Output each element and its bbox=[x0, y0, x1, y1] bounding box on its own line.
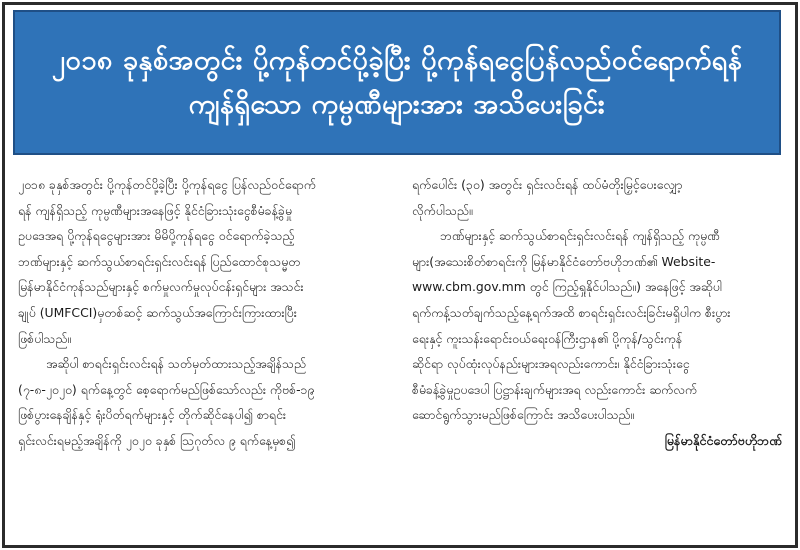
right-line: ရေးနှင့် ကူးသန်းရောင်းဝယ်ရေးဝန်ကြီးဌာန၏ ပို့ကုန်/သွင်းကုန် bbox=[412, 330, 683, 346]
left-line: ဘဏ်များနှင့် ဆက်သွယ်စာရင်းရှင်းလင်းရန် ပြည်ထောင်စုသမ္မတ bbox=[18, 253, 301, 269]
left-line: (၇-၈-၂၀၂၀) ရက်နေ့တွင် စေ့ရောက်မည်ဖြစ်သော်လည်း ကိုဗစ်-၁၉ bbox=[18, 381, 315, 397]
left-line: ဥပဒေအရ ပို့ကုန်ရငွေများအား မိမိပို့ကုန်ရငွေ ဝင်ရောက်ခဲ့သည့် bbox=[18, 228, 295, 244]
right-line: ဆောင်ရွက်သွားမည်ဖြစ်ကြောင်း အသိပေးပါသည်။ bbox=[412, 407, 635, 423]
left-column bbox=[18, 172, 388, 542]
right-line-website: www.cbm.gov.mm တွင် ကြည့်ရှုနိုင်ပါသည်။) အနေဖြင့် အဆိုပါ bbox=[412, 279, 722, 295]
right-line: များ(အသေးစိတ်စာရင်းကို မြန်မာနိုင်ငံတော်ဗဟိုဘဏ်၏ Website- bbox=[412, 253, 716, 269]
left-line: ချုပ် (UMFCCI)မှတစ်ဆင့် ဆက်သွယ်အကြောင်းကြားထားပြီး bbox=[18, 304, 297, 320]
notice-body bbox=[18, 172, 782, 542]
left-line: ၂၀၁၈ ခုနှစ်အတွင်း ပို့ကုန်တင်ပို့ခဲ့ပြီး ပို့ကုန်ရငွေ ပြန်လည်ဝင်ရောက် bbox=[18, 177, 316, 192]
notice-header bbox=[13, 10, 781, 155]
right-line: စီမံခန့်ခွဲမှုဥပဒေပါ ပြဋ္ဌာန်းချက်များအရ လည်းကောင်း ဆက်လက် bbox=[412, 381, 698, 397]
right-line: ဘဏ်များနှင့် ဆက်သွယ်စာရင်းရှင်းလင်းရန် ကျန်ရှိသည့် ကုမ္ပဏီ bbox=[440, 228, 720, 244]
left-line: အဆိုပါ စာရင်းရှင်းလင်းရန် သတ်မှတ်ထားသည့်အချိန်သည် bbox=[46, 356, 306, 372]
left-line: မြန်မာနိုင်ငံကုန်သည်များနှင့် စက်မှုလက်မှုလုပ်ငန်းရှင်များ အသင်း bbox=[18, 279, 304, 295]
right-line: ရက်ပေါင်း (၃၀) အတွင်း ရှင်းလင်းရန် ထပ်မံတိုးမြှင့်ပေးလျှော့ bbox=[412, 177, 683, 192]
right-column bbox=[412, 172, 782, 542]
header-title-line-1: ၂၀၁၈ ခုနှစ်အတွင်း ပို့ကုန်တင်ပို့ခဲ့ပြီး ပို့ကုန်ရငွေပြန်လည်ဝင်ရောက်ရန် bbox=[51, 44, 743, 76]
left-line: ဖြစ်ပွားနေချိန်နှင့် ရုံးပိတ်ရက်များနှင့် တိုက်ဆိုင်နေပါ၍ စာရင်း bbox=[18, 407, 287, 423]
header-title-line-2: ကျန်ရှိသော ကုမ္ပဏီများအား အသိပေးခြင်း bbox=[188, 88, 606, 120]
left-line: ရှင်းလင်းရမည့်အချိန်ကို ၂၀၂၀ ခုနှစ် ဩဂုတ်လ ၉ ရက်နေ့မှစ၍ bbox=[18, 432, 296, 448]
left-line: ရန် ကျန်ရှိသည့် ကုမ္ပဏီများအနေဖြင့် နိုင်ငံခြားသုံးငွေစီမံခန့်ခွဲမှု bbox=[18, 202, 293, 218]
right-line: ဆိုင်ရာ လုပ်ထုံးလုပ်နည်းများအရလည်းကောင်း၊ နိုင်ငံခြားသုံးငွေ bbox=[412, 356, 690, 372]
right-line: ရက်ကန့်သတ်ချက်သည့်နေ့ရက်အထိ စာရင်းရှင်းလင်းခြင်းမရှိပါက စီးပွား bbox=[412, 304, 731, 320]
right-line: လိုက်ပါသည်။ bbox=[412, 202, 473, 218]
signature-issuer: မြန်မာနိုင်ငံတော်ဗဟိုဘဏ် bbox=[664, 432, 782, 448]
left-line: ဖြစ်ပါသည်။ bbox=[18, 330, 72, 346]
